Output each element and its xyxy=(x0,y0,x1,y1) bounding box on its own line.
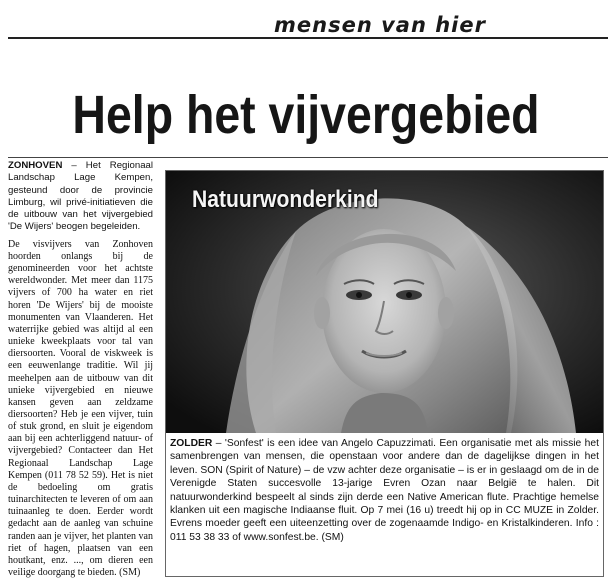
portrait-photo xyxy=(166,171,603,433)
lead-dateline: ZONHOVEN xyxy=(8,160,63,171)
headline-rule xyxy=(8,157,608,158)
article-body: De visvijvers van Zonhoven hoorden onlangs bij de genomineerden voor het achtste wereldwonder. Met meer dan 1175 vijvers of 700 ha water en riet horen 'De Wijers' bij de mooiste monumenten van Vlaanderen. Het waterrijke gebied was altijd al een unieke kweekplaats voor tal van diersoorten. Vooral de viskweek is een eeuwenlange traditie. Wil jij meehelpen aan de uitbouw van dit unieke vijvergebied en nieuwe kansen geven aan zeldzame diersoorten? Heb je een vijver, tuin of stuk grond, en sluit je eigendom aan bij een achterliggend natuur- of vijvergebied? Contacteer dan Het Regionaal Landschap Lage Kempen (011 78 52 59). Het is niet de bedoeling om gratis tuinarchitecten te leveren of om aan tuinaanleg te doen. Eerder wordt gedacht aan de aanleg van schuine randen aan je vijver, het planten van riet of hagen, plaatsen van een houtkant, enz. ..., om dieren een veilige doorgang te bieden. (SM) xyxy=(8,238,153,578)
section-header xyxy=(0,0,612,40)
article-lead xyxy=(8,160,153,234)
feature-box xyxy=(165,170,604,577)
caption-text: – 'Sonfest' is een idee van Angelo Capuzzimati. Een organisatie met als missie het samenbrengen van mensen, die openstaan voor andere dan de dagelijkse dingen in het leven. SON (Spirit of Nature) – de vzw achter deze organisatie – is er in geslaagd om de in de Verenigde Staten succesvolle 13-jarige Evren Ozan naar België te halen. Dit natuurwonderkind bespeelt al sinds zijn derde een Native American flute. Prachtige hemelse klanken uit een magische Indiaanse fluit. Op 7 mei (16 u) treedt hij op in CC MUZE in Zolder. Evrens moeder geeft een uiteenzetting over de zogenaamde Indigo- en Kristalkinderen. Info : 011 53 38 33 of www.sonfest.be. (SM) xyxy=(170,438,599,543)
feature-title: Natuurwonderkind xyxy=(192,186,379,213)
headline: Help het vijvergebied xyxy=(72,85,540,145)
section-rule xyxy=(8,37,608,39)
article-column xyxy=(8,160,153,580)
feature-caption xyxy=(170,437,599,575)
caption-dateline: ZOLDER xyxy=(170,438,213,449)
lead-text: – Het Regionaal Landschap Lage Kempen, gesteund door de provincie Limburg, wil privé-initiatieven die de uitbouw van het vijvergebied 'De Wijers' beogen begeleiden. xyxy=(8,160,153,233)
section-title: mensen van hier xyxy=(274,13,486,37)
